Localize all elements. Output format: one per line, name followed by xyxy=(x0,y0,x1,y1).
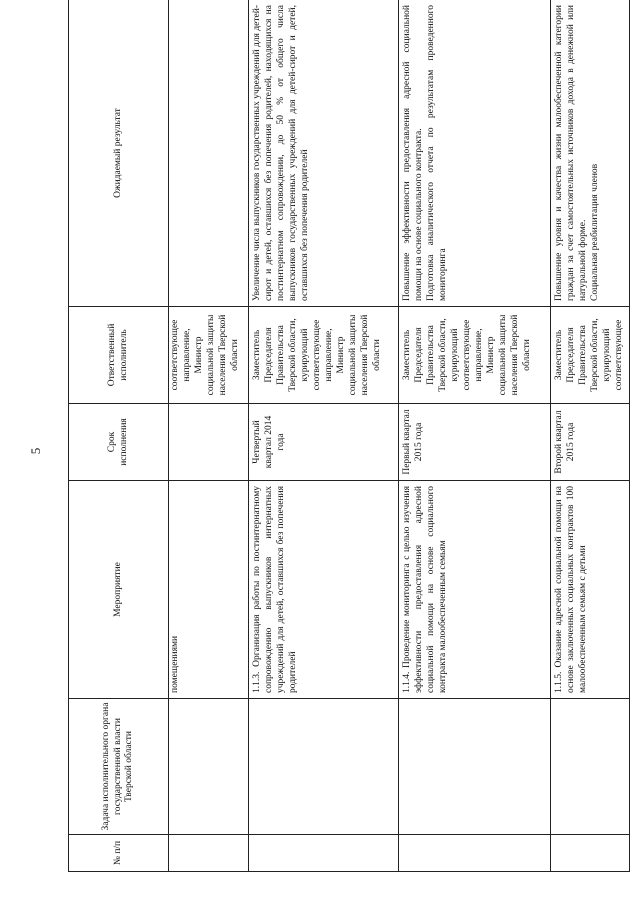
cell-term: Четвертый квартал 2014 года xyxy=(249,404,399,481)
page-number: 5 xyxy=(28,447,43,455)
cell-result xyxy=(399,0,551,307)
rotated-table-container xyxy=(68,0,624,872)
cell-task xyxy=(551,699,630,835)
table-row xyxy=(399,0,551,872)
cell-result xyxy=(169,0,249,307)
cell-num xyxy=(169,835,249,872)
table-header-row xyxy=(69,0,169,872)
cell-measure: 1.1.4. Проведение мониторинга с целью изучения эффективности предоставления адресной социальной помощи на основе социального контракта малообеспеченным семьям xyxy=(399,481,551,699)
table-row xyxy=(249,0,399,872)
cell-result: Увеличение числа выпускников государственных учреждений для детей-сирот и детей, оставшихся без попечения родителей, находящихся на постинтернатном сопровождении, до 50 % от общего числа выпускников государственных учреждений для детей-сирот и детей, оставшихся без попечения родителей xyxy=(249,0,399,307)
cell-executor: соответствующее направление, Министр социальной защиты населения Тверской области xyxy=(169,307,249,404)
measures-table xyxy=(68,0,630,872)
header-executor: Ответственный исполнитель xyxy=(69,307,169,404)
header-term: Срок исполнения xyxy=(69,404,169,481)
cell-executor: Заместитель Председателя Правительства Тверской области, курирующий соответствующее xyxy=(551,307,630,404)
cell-measure: 1.1.5. Оказание адресной социальной помощи на основе заключенных социальных контрактов 100 малообеспеченным семьям с детьми xyxy=(551,481,630,699)
cell-measure: 1.1.3. Организация работы по постинтернатному сопровождению выпускников интернатных учреждений для детей, оставшихся без попечения родителей xyxy=(249,481,399,699)
cell-num xyxy=(551,835,630,872)
header-measure: Мероприятие xyxy=(69,481,169,699)
cell-task xyxy=(399,699,551,835)
cell-term xyxy=(169,404,249,481)
header-num: № п/п xyxy=(69,835,169,872)
cell-task xyxy=(169,699,249,835)
cell-result xyxy=(551,0,630,307)
result-paragraph: Социальная реабилитация членов xyxy=(589,163,600,301)
cell-term: Второй квартал 2015 года xyxy=(551,404,630,481)
table-row xyxy=(551,0,630,872)
cell-executor: Заместитель Председателя Правительства Тверской области, курирующий соответствующее направление, Министр социальной защиты населения Тверской области xyxy=(249,307,399,404)
header-task: Задача исполнительного органа государственной власти Тверской области xyxy=(69,699,169,835)
cell-measure: помещениями xyxy=(169,481,249,699)
cell-executor: Заместитель Председателя Правительства Тверской области, курирующий соответствующее направление, Министр социальной защиты населения Тверской области xyxy=(399,307,551,404)
table-row xyxy=(169,0,249,872)
cell-term: Первый квартал 2015 года xyxy=(399,404,551,481)
header-result: Ожидаемый результат xyxy=(69,0,169,307)
result-paragraph: Повышение уровня и качества жизни малообеспеченной категории граждан за счет самостоятельных источников дохода в денежной или натуральной форме. xyxy=(554,5,588,301)
result-paragraph: Подготовка аналитического отчета по результатам проведенного мониторинга xyxy=(425,5,448,301)
cell-num xyxy=(399,835,551,872)
result-paragraph: Повышение эффективности предоставления адресной социальной помощи на основе социального контракта. xyxy=(402,5,424,301)
cell-num xyxy=(249,835,399,872)
cell-task xyxy=(249,699,399,835)
